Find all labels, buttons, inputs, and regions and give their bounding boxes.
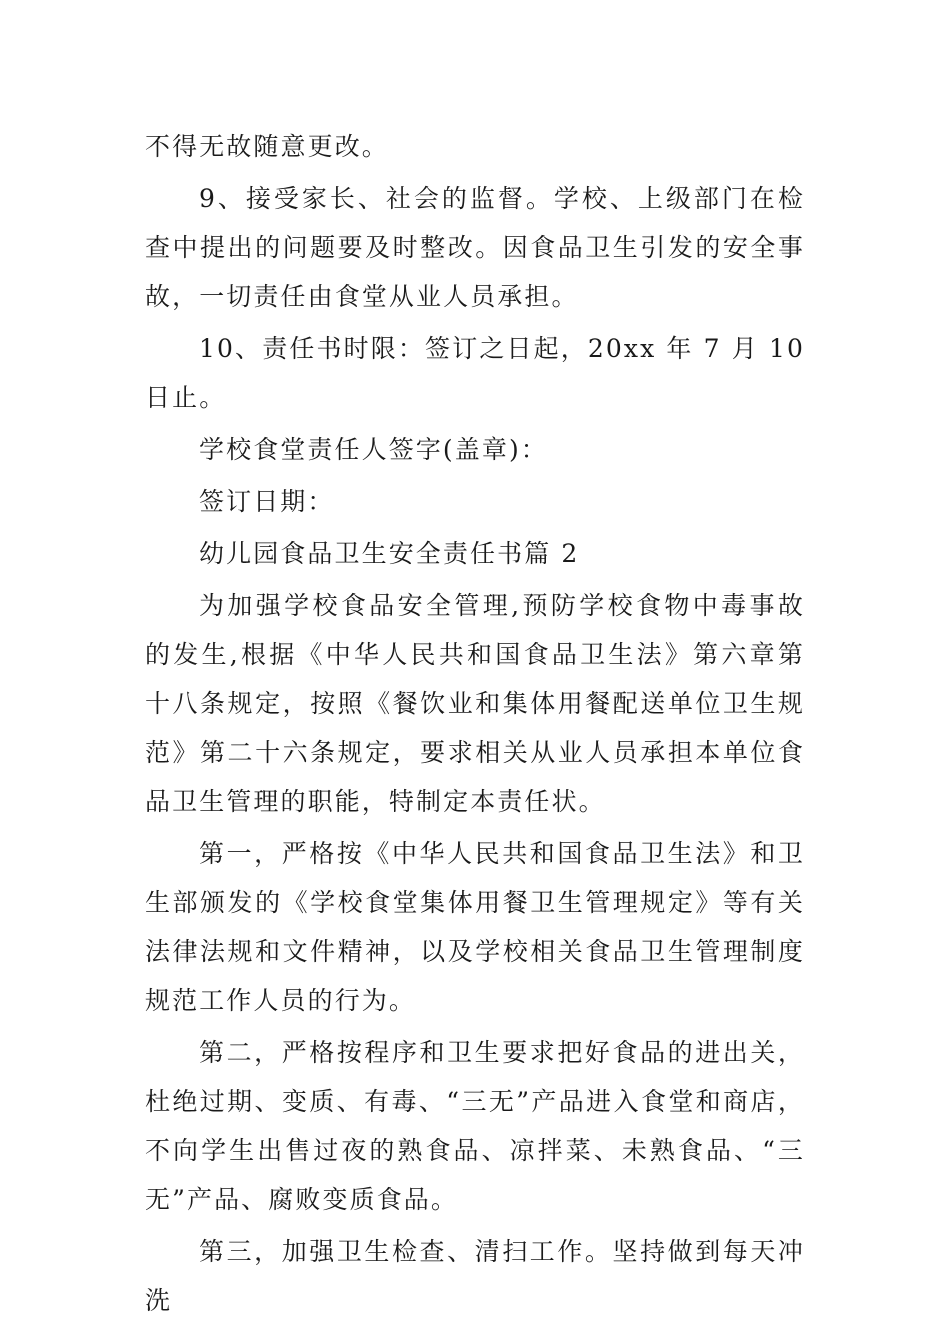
paragraph-continuation: 不得无故随意更改。 [145, 132, 389, 161]
document-body [145, 122, 805, 1325]
paragraph-intro: 为加强学校食品安全管理,预防学校食物中毒事故的发生,根据《中华人民共和国食品卫生法》第六章第十八条规定，按照《餐饮业和集体用餐配送单位卫生规范》第二十六条规定，要求相关从业人员承担本单位食品卫生管理的职能，特制定本责任状。 [145, 591, 805, 816]
paragraph-third: 第三，加强卫生检查、清扫工作。坚持做到每天冲洗 [145, 1237, 805, 1315]
signature-line: 学校食堂责任人签字(盖章)： [199, 435, 548, 464]
date-line: 签订日期： [199, 487, 335, 516]
paragraph-first: 第一，严格按《中华人民共和国食品卫生法》和卫生部颁发的《学校食堂集体用餐卫生管理规定》等有关法律法规和文件精神，以及学校相关食品卫生管理制度规范工作人员的行为。 [145, 839, 805, 1015]
paragraph-item-9: 9、接受家长、社会的监督。学校、上级部门在检查中提出的问题要及时整改。因食品卫生引发的安全事故，一切责任由食堂从业人员承担。 [145, 184, 805, 311]
paragraph-second: 第二，严格按程序和卫生要求把好食品的进出关，杜绝过期、变质、有毒、“三无”产品进入食堂和商店，不向学生出售过夜的熟食品、凉拌菜、未熟食品、“三无”产品、腐败变质食品。 [145, 1038, 805, 1214]
paragraph-item-10: 10、责任书时限：签订之日起，20xx 年 7 月 10 日止。 [145, 334, 805, 412]
section-title: 幼儿园食品卫生安全责任书篇 2 [199, 539, 580, 568]
